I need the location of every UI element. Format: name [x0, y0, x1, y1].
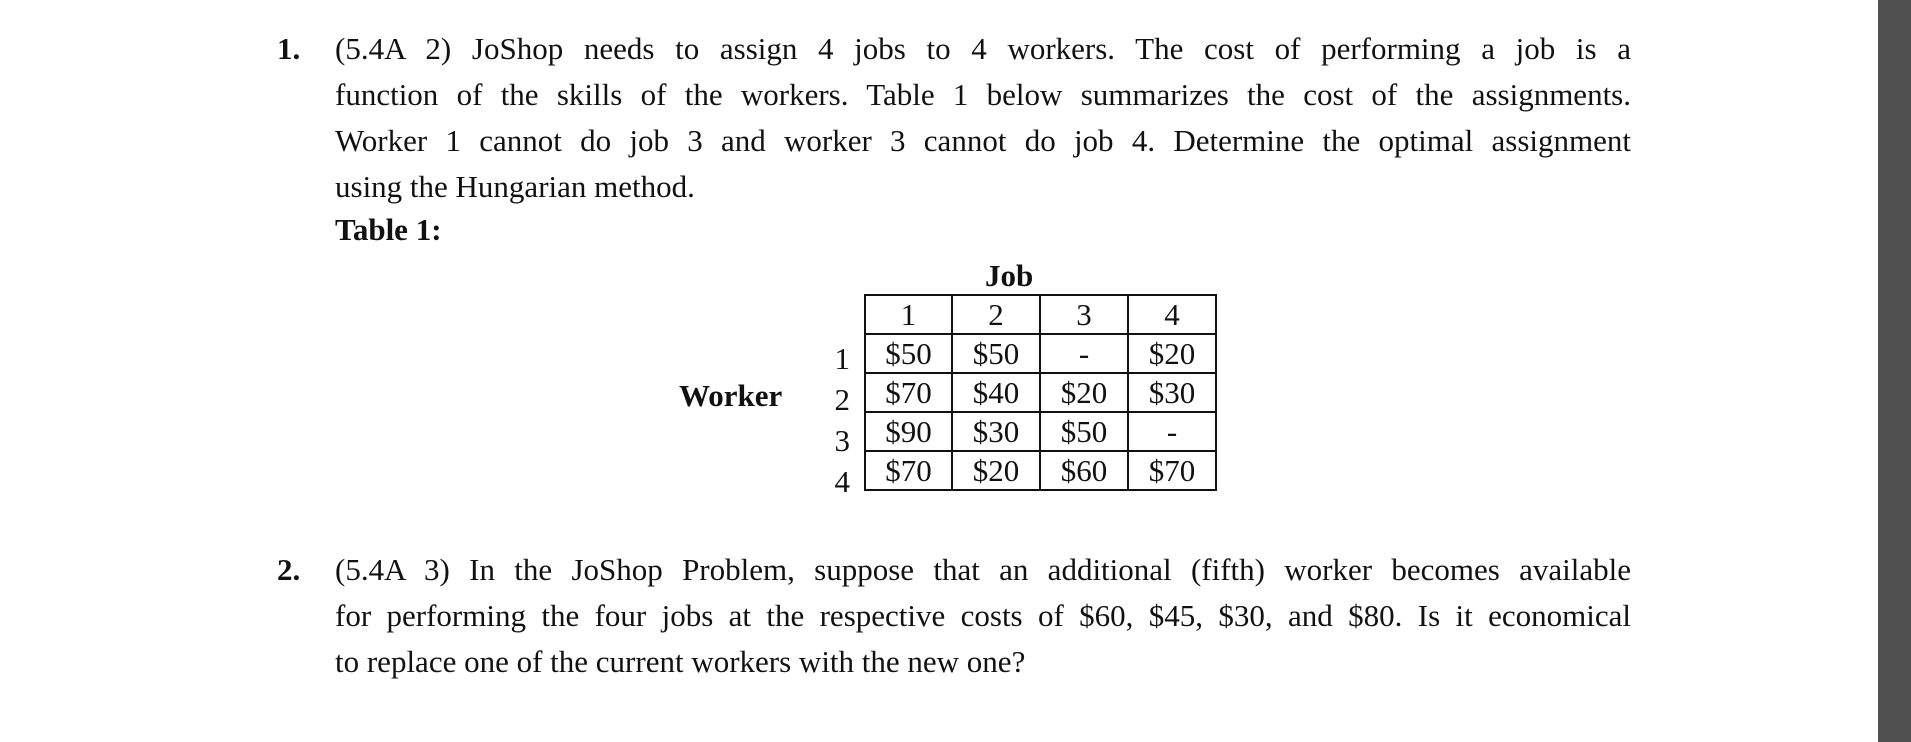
table-row [865, 412, 1216, 451]
table-cell: - [1040, 334, 1128, 373]
vertical-scrollbar[interactable] [1878, 0, 1911, 742]
table-cell: $50 [865, 334, 952, 373]
table-cell: - [1128, 412, 1216, 451]
table-cell: $20 [1040, 373, 1128, 412]
job-column-header: 4 [1128, 295, 1216, 334]
table-row [865, 373, 1216, 412]
table-cell: $20 [1128, 334, 1216, 373]
table-row-header: Worker [679, 378, 783, 413]
question-1-line: Worker 1 cannot do job 3 and worker 3 cannot do job 4. Determine the optimal assignment [335, 123, 1631, 158]
question-1-line: using the Hungarian method. [335, 169, 695, 204]
table-cell: $20 [952, 451, 1040, 490]
worker-row-labels [826, 338, 850, 502]
table-cell: $90 [865, 412, 952, 451]
table-row [865, 334, 1216, 373]
job-column-header: 3 [1040, 295, 1128, 334]
table-row [865, 451, 1216, 490]
question-2-number: 2. [277, 552, 301, 587]
question-2-line: (5.4A 3) In the JoShop Problem, suppose that an additional (fifth) worker becomes available [335, 552, 1631, 587]
question-1-line: function of the skills of the workers. Table 1 below summarizes the cost of the assignments. [335, 77, 1631, 112]
worker-row-label: 3 [834, 423, 850, 458]
worker-row-label: 4 [834, 464, 850, 499]
cost-table [864, 294, 1217, 491]
table-header-row [865, 295, 1216, 334]
table-cell: $50 [952, 334, 1040, 373]
table-cell: $30 [1128, 373, 1216, 412]
worker-row-label: 2 [834, 382, 850, 417]
worker-row-label: 1 [834, 341, 850, 376]
job-column-header: 2 [952, 295, 1040, 334]
table-caption: Table 1: [335, 212, 442, 247]
question-2-line: for performing the four jobs at the respective costs of $60, $45, $30, and $80. Is it economical [335, 598, 1631, 633]
table-cell: $40 [952, 373, 1040, 412]
question-1-number: 1. [277, 31, 301, 66]
question-1-line: (5.4A 2) JoShop needs to assign 4 jobs to 4 workers. The cost of performing a job is a [335, 31, 1631, 66]
table-column-header: Job [985, 258, 1034, 293]
table-cell: $60 [1040, 451, 1128, 490]
table-cell: $30 [952, 412, 1040, 451]
question-1-text [335, 26, 1631, 210]
question-2-line: to replace one of the current workers with the new one? [335, 644, 1026, 679]
table-cell: $50 [1040, 412, 1128, 451]
job-column-header: 1 [865, 295, 952, 334]
table-cell: $70 [865, 451, 952, 490]
question-2-text [335, 547, 1631, 685]
table-cell: $70 [1128, 451, 1216, 490]
table-cell: $70 [865, 373, 952, 412]
